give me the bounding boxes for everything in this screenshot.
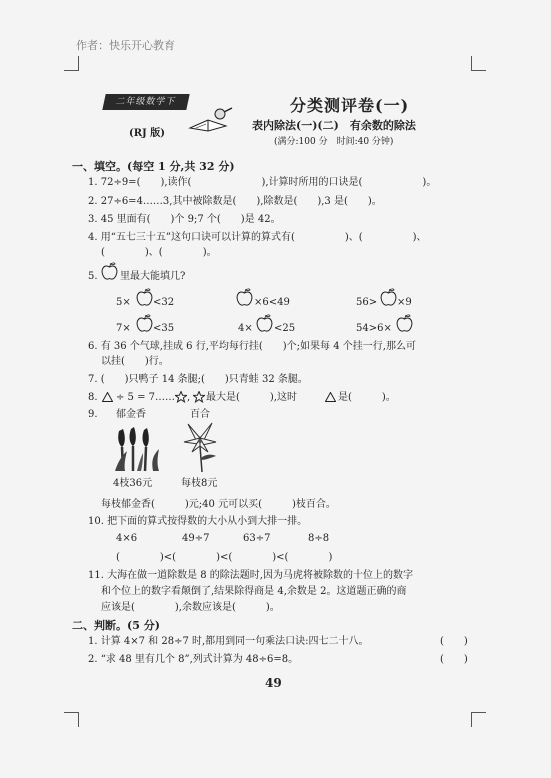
q5-expr-text: 5× <box>116 297 131 308</box>
q5-expr-text: 4× <box>238 323 253 334</box>
q5-expr-text: 7× <box>116 323 131 334</box>
question-4-line-1: 4. 用“五七三十五”这句口诀可以计算的算式有( )、( )、 <box>88 232 427 243</box>
apple-icon <box>101 262 118 281</box>
lily-image <box>180 420 220 472</box>
question-4-line-2: ( )、( )。 <box>101 247 217 258</box>
question-6-line-2: 以挂( )行。 <box>101 356 169 367</box>
question-11-line-2: 和个位上的数字看颠倒了,结果除得商是 4,余数是 2。这道题正确的商 <box>101 586 407 597</box>
crop-mark-top-right <box>471 56 486 71</box>
grade-banner: 二年级数学下 <box>102 94 189 110</box>
question-5-number: 5. <box>88 271 98 282</box>
q5-expr-text: <32 <box>153 297 175 308</box>
q5-expr-text: ×6<49 <box>254 297 290 308</box>
lily-label: 百合 <box>190 409 210 420</box>
question-8-text-3: 是( )。 <box>338 392 396 403</box>
question-1: 1. 72÷9=( ),读作( ),计算时所用的口诀是( )。 <box>88 177 437 188</box>
triangle-icon <box>102 392 113 402</box>
apple-icon <box>236 288 253 307</box>
judge-1-answer: ( ) <box>440 636 468 647</box>
page-subtitle: 表内除法(一)(二) 有余数的除法 <box>252 119 416 132</box>
apple-icon <box>136 288 153 307</box>
question-8-number: 8. <box>88 392 98 403</box>
author-label: 作者：快乐开心教育 <box>76 39 175 52</box>
crop-mark-bottom-right <box>471 712 486 727</box>
question-3: 3. 45 里面有( )个 9;7 个( )是 42。 <box>88 214 281 225</box>
q5-expr-text: ×9 <box>397 297 412 308</box>
star-icon <box>193 391 205 403</box>
question-10: 10. 把下面的算式按得数的大小从小到大排一排。 <box>88 516 308 527</box>
question-11-line-3: 应该是( ),余数应该是( )。 <box>101 602 280 613</box>
question-8-comma: , <box>187 392 191 403</box>
question-6-line-1: 6. 有 36 个气球,挂成 6 行,平均每行挂( )个;如果每 4 个挂一行,那么可 <box>88 341 416 352</box>
q5-expr-text: 56> <box>356 297 378 308</box>
edition-label: (RJ 版) <box>129 128 165 139</box>
q5-expr-text: <35 <box>153 323 175 334</box>
apple-icon <box>396 314 413 333</box>
q10-expr-3: 63÷7 <box>243 533 271 544</box>
q10-expr-4: 8÷8 <box>308 533 330 544</box>
judge-2: 2. “求 48 里有几个 8”,列式计算为 48÷6=8。 <box>88 654 299 665</box>
apple-icon <box>380 288 397 307</box>
apple-icon <box>256 314 273 333</box>
question-8-text: ÷ 5 = 7…… <box>116 392 176 403</box>
apple-icon <box>136 314 153 333</box>
page-number: 49 <box>265 676 282 690</box>
judge-2-answer: ( ) <box>440 654 468 665</box>
tulip-image <box>113 425 161 471</box>
question-9-number: 9. <box>88 409 98 420</box>
question-7: 7. ( )只鸭子 14 条腿;( )只青蛙 32 条腿。 <box>88 374 308 385</box>
question-5-label: 里最大能填几? <box>120 271 186 282</box>
question-9-line: 每枝郁金香( )元;40 元可以买( )枝百合。 <box>101 499 336 510</box>
crop-mark-bottom-left <box>64 712 79 727</box>
star-icon <box>175 391 187 403</box>
tulip-price: 4枝36元 <box>113 478 153 489</box>
crop-mark-top-left <box>64 56 79 71</box>
question-2: 2. 27÷6=4……3,其中被除数是( ),除数是( ),3 是( )。 <box>88 196 382 207</box>
triangle-icon <box>325 392 336 402</box>
lily-price: 每枝8元 <box>181 478 218 489</box>
tulip-label: 郁金香 <box>116 409 146 420</box>
section-judge-heading: 二、判断。(5 分) <box>72 619 160 632</box>
q5-expr-text: <25 <box>274 323 296 334</box>
q10-order-line: ( )<( )<( )<( ) <box>116 552 333 563</box>
q10-expr-2: 49÷7 <box>182 533 210 544</box>
page-title: 分类测评卷(一) <box>290 96 410 115</box>
section-fill-blank-heading: 一、填空。(每空 1 分,共 32 分) <box>72 160 235 173</box>
q10-expr-1: 4×6 <box>116 533 138 544</box>
q5-expr-text: 54>6× <box>356 323 392 334</box>
score-line: (满分:100 分 时间:40 分钟) <box>274 137 394 147</box>
judge-1: 1. 计算 4×7 和 28÷7 时,都用到同一句乘法口诀:四七二十八。 <box>88 636 369 647</box>
question-11-line-1: 11. 大海在做一道除数是 8 的除法题时,因为马虎将被除数的十位上的数字 <box>88 570 413 581</box>
book-icon <box>188 106 234 132</box>
question-8-text-2: 最大是( ),这时 <box>206 392 297 403</box>
